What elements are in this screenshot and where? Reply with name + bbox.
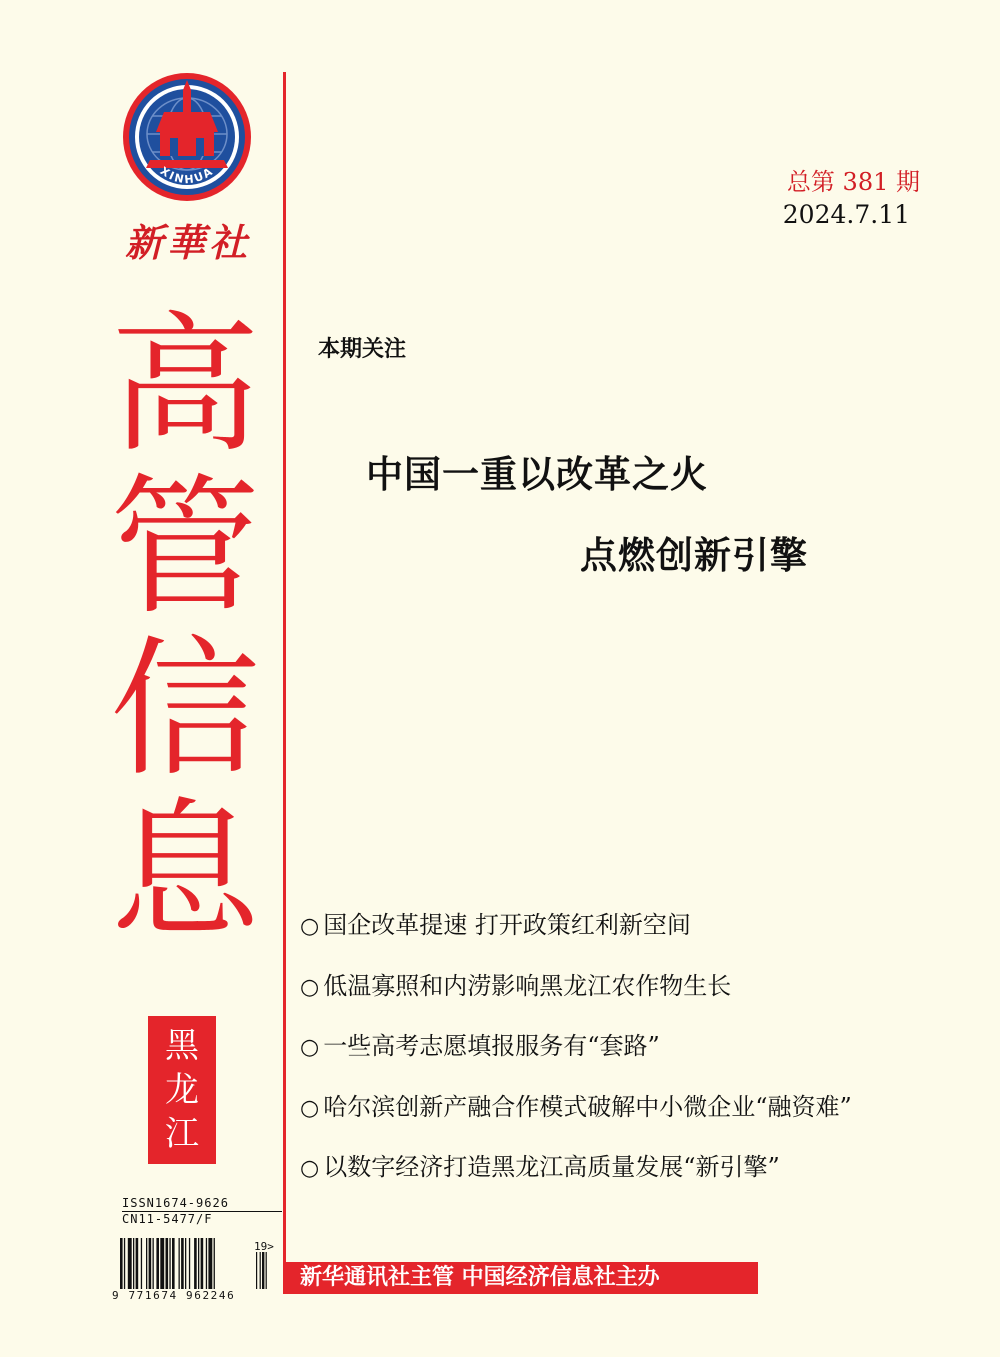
title-char: 管 bbox=[109, 461, 260, 635]
bullet-circle-icon: ○ bbox=[300, 1156, 320, 1181]
bullet-circle-icon: ○ bbox=[300, 974, 320, 1000]
barcode-bar bbox=[141, 1238, 142, 1290]
barcode-bar bbox=[153, 1238, 154, 1290]
barcode-bar bbox=[128, 1238, 132, 1290]
barcode-bar bbox=[206, 1238, 207, 1290]
barcode-bar bbox=[160, 1238, 164, 1290]
region-char: 龙 bbox=[165, 1070, 199, 1110]
barcode-bar bbox=[124, 1238, 125, 1296]
barcode-bar bbox=[189, 1238, 190, 1290]
title-char: 息 bbox=[109, 785, 260, 959]
title-char: 信 bbox=[109, 623, 260, 797]
article-title: 低温寡照和内涝影响黑龙江农作物生长 bbox=[323, 971, 732, 1000]
barcode-bar bbox=[198, 1238, 199, 1290]
headline-line-2: 点燃创新引擎 bbox=[580, 533, 808, 577]
issue-number: 总第 381 期 bbox=[786, 168, 920, 196]
barcode-bar bbox=[185, 1238, 186, 1290]
article-title: 一些高考志愿填报服务有“套路” bbox=[323, 1032, 660, 1060]
bullet-circle-icon: ○ bbox=[300, 1095, 320, 1121]
cn-number: CN11-5477/F bbox=[122, 1212, 213, 1226]
list-item bbox=[300, 1147, 990, 1208]
region-char: 江 bbox=[165, 1114, 199, 1154]
xinhua-logo-icon bbox=[120, 72, 255, 202]
barcode-bar bbox=[146, 1238, 147, 1290]
list-item bbox=[300, 905, 990, 966]
title-char: 高 bbox=[109, 299, 260, 473]
list-item bbox=[300, 1087, 990, 1148]
region-badge bbox=[148, 1016, 216, 1164]
barcode-bar bbox=[172, 1238, 175, 1290]
barcode-bar bbox=[149, 1238, 152, 1290]
bullet-circle-icon: ○ bbox=[300, 1035, 320, 1060]
barcode-bar bbox=[208, 1238, 212, 1290]
barcode-digits: 9 771674 962246 bbox=[112, 1289, 282, 1302]
issue-date: 2024.7.11 bbox=[782, 200, 910, 229]
focus-label: 本期关注 bbox=[318, 337, 407, 362]
bullet-circle-icon: ○ bbox=[300, 914, 320, 939]
article-title: 国企改革提速 打开政策红利新空间 bbox=[323, 911, 691, 939]
publisher-bar: 新华通讯社主管 中国经济信息社主办 bbox=[286, 1262, 758, 1294]
barcode-bar bbox=[181, 1238, 184, 1290]
logo-text: XINHUA bbox=[157, 164, 217, 187]
headline-line-1: 中国一重以改革之火 bbox=[366, 452, 708, 496]
barcode-bar bbox=[136, 1238, 139, 1290]
vertical-divider bbox=[283, 72, 286, 1294]
barcode-bar bbox=[120, 1238, 123, 1296]
list-item bbox=[300, 966, 990, 1027]
article-title: 哈尔滨创新产融合作模式破解中小微企业“融资难” bbox=[323, 1092, 852, 1121]
article-title: 以数字经济打造黑龙江高质量发展“新引擎” bbox=[323, 1153, 780, 1181]
barcode-bar bbox=[179, 1238, 180, 1290]
barcode-bar bbox=[166, 1238, 169, 1290]
article-list bbox=[300, 905, 990, 1208]
magazine-title bbox=[100, 299, 270, 959]
barcode-bar bbox=[214, 1238, 215, 1296]
region-char: 黑 bbox=[165, 1026, 199, 1066]
list-item bbox=[300, 1026, 990, 1087]
barcode-addon: 19> bbox=[254, 1240, 274, 1253]
barcode-bar bbox=[156, 1238, 159, 1290]
barcode-bar bbox=[133, 1238, 134, 1290]
agency-name: 新華社 bbox=[124, 220, 251, 265]
barcode-bar bbox=[201, 1238, 204, 1290]
barcode-bar bbox=[169, 1238, 170, 1290]
issn-block bbox=[122, 1196, 282, 1227]
issn-number: ISSN1674-9626 bbox=[122, 1196, 282, 1212]
barcode-bar bbox=[194, 1238, 197, 1290]
